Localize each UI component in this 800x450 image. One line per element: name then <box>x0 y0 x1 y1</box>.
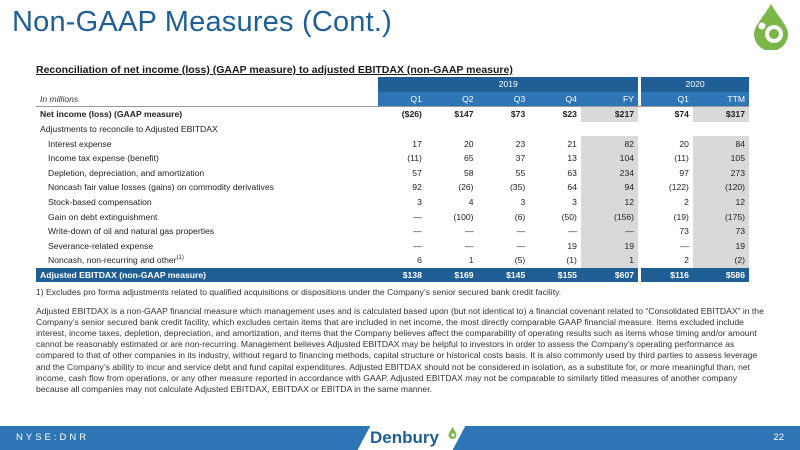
cell: 94 <box>581 180 638 195</box>
table-row <box>36 136 749 151</box>
cell: 23 <box>515 138 526 149</box>
denbury-drop-logo-icon <box>749 2 793 50</box>
cell: 63 <box>567 167 577 178</box>
cell: (6) <box>514 211 526 222</box>
units-label: In millions <box>36 92 378 107</box>
cell: — <box>581 224 638 239</box>
cell: 37 <box>515 153 526 164</box>
row-label-text: Interest expense <box>48 138 112 149</box>
cell: $155 <box>529 268 581 283</box>
col-header-q1-2020: Q1 <box>641 92 693 107</box>
table-row <box>36 253 749 268</box>
cell: 84 <box>693 136 749 151</box>
ticker-symbol: NYSE:DNR <box>16 432 90 443</box>
cell: — <box>464 226 474 237</box>
cell: (11) <box>407 153 422 164</box>
row-label <box>36 209 378 224</box>
footer-drop-icon <box>448 427 457 439</box>
cell: 58 <box>463 167 474 178</box>
cell: 2 <box>684 255 689 266</box>
notes-section <box>36 287 766 403</box>
page-number: 22 <box>773 432 784 443</box>
footer-bar-left <box>0 426 380 450</box>
cell: 97 <box>679 167 689 178</box>
cell: ($26) <box>378 107 425 122</box>
cell: 73 <box>693 224 749 239</box>
table-row <box>36 180 749 195</box>
row-label <box>36 151 378 166</box>
col-header-q2-2019: Q2 <box>426 92 478 107</box>
cell: 3 <box>572 197 577 208</box>
table-row <box>36 209 749 224</box>
cell: (26) <box>458 182 474 193</box>
cell: 4 <box>468 197 474 208</box>
cell: — <box>413 211 422 222</box>
footnote-marker: (1) <box>176 255 184 262</box>
row-label <box>36 180 378 195</box>
cell: (19) <box>673 211 689 222</box>
cell: 273 <box>693 166 749 181</box>
cell: $217 <box>581 107 638 122</box>
cell: (122) <box>668 182 689 193</box>
column-header-row <box>36 92 749 107</box>
row-label <box>36 239 378 254</box>
cell: 6 <box>417 255 422 266</box>
cell: (175) <box>693 209 749 224</box>
row-label-text: Noncash, non-recurring and other <box>48 255 177 266</box>
cell: 234 <box>581 166 638 181</box>
adjustments-heading-row <box>36 122 749 137</box>
explanatory-paragraph: Adjusted EBITDAX is a non-GAAP financial measure which management uses and is calculated based upon (but not identical to) a financial covenant related to “Consolidated EBITDAX” in the Company’s senior secured bank credit facility, which excludes certain items that are included in net income, the most directly comparable GAAP financial measure. Items excluded include interest, income taxes, depletion, depreciation, and amortization, and items that the Company believes affect the comparability of operating results such as items whose timing and/or amount cannot be reasonably estimated or are non-recurring. Management believes Adjusted EBITDAX may be helpful to investors in order to assess the Company’s operating performance as compared to that of other companies in its industry, without regard to financing methods, capital structure or historical costs basis. It is also commonly used by third parties to assess leverage and the Company’s ability to incur and service debt and fund capital expenditures. Adjusted EBITDAX should not be considered in isolation, as a substitute for, or more meaningful than, net income, cash flow from operations, or any other measure reported in accordance with GAAP. Adjusted EBITDAX may not be comparable to similarly titled measures of another company because all companies may not calculate Adjusted EBITDAX, EBITDAX or EBITDA in the same manner. <box>36 306 764 394</box>
row-label-text: Severance-related expense <box>48 240 154 251</box>
net-income-row <box>36 107 749 122</box>
table-subtitle: Reconciliation of net income (loss) (GAAP measure) to adjusted EBITDAX (non-GAAP measure) <box>36 64 513 76</box>
cell: (11) <box>674 153 689 164</box>
cell: (5) <box>514 255 526 266</box>
cell: $607 <box>581 268 638 283</box>
cell: 104 <box>581 151 638 166</box>
cell: — <box>680 240 689 251</box>
cell: 1 <box>468 255 474 266</box>
page-title: Non-GAAP Measures (Cont.) <box>12 6 392 38</box>
cell: — <box>464 240 474 251</box>
cell: $23 <box>529 107 581 122</box>
row-label-text: Depletion, depreciation, and amortization <box>48 167 205 178</box>
cell: 64 <box>567 182 577 193</box>
cell: $138 <box>378 268 425 283</box>
cell: 12 <box>581 195 638 210</box>
row-label-text: Stock-based compensation <box>48 197 152 208</box>
cell: 19 <box>693 239 749 254</box>
table-row <box>36 195 749 210</box>
cell: $317 <box>693 107 749 122</box>
cell: 19 <box>581 239 638 254</box>
row-label-text: Noncash fair value losses (gains) on commodity derivatives <box>48 182 274 193</box>
adjustments-heading: Adjustments to reconcile to Adjusted EBITDAX <box>40 124 218 135</box>
row-label: Adjusted EBITDAX (non-GAAP measure) <box>36 268 378 283</box>
cell: 57 <box>412 167 422 178</box>
col-header-q4-2019: Q4 <box>529 92 581 107</box>
cell: 3 <box>417 197 422 208</box>
cell: (2) <box>693 253 749 268</box>
cell: 82 <box>581 136 638 151</box>
row-label-text: Income tax expense (benefit) <box>48 153 159 164</box>
cell: $147 <box>426 107 478 122</box>
year-2019-header: 2019 <box>378 77 638 92</box>
row-label-text: Write-down of oil and natural gas properties <box>48 226 215 237</box>
reconciliation-table <box>36 77 749 282</box>
cell: 12 <box>693 195 749 210</box>
cell: (100) <box>453 211 474 222</box>
row-label <box>36 166 378 181</box>
cell: 65 <box>463 153 474 164</box>
footnote: 1) Excludes pro forma adjustments related to qualified acquisitions or dispositions under the Company’s senior secured bank credit facility. <box>36 287 562 297</box>
footer-bar-right <box>448 426 800 450</box>
cell: (35) <box>509 182 526 193</box>
cell: 55 <box>515 167 526 178</box>
cell: — <box>568 226 577 237</box>
year-header-row <box>36 77 749 92</box>
cell: 73 <box>679 226 689 237</box>
cell: 13 <box>567 153 577 164</box>
adjustment-rows <box>36 136 749 267</box>
cell: — <box>516 240 526 251</box>
cell: — <box>413 240 422 251</box>
cell: 2 <box>684 197 689 208</box>
cell: 19 <box>567 240 577 251</box>
year-2020-header: 2020 <box>641 77 749 92</box>
table-row <box>36 166 749 181</box>
cell: $116 <box>641 268 693 283</box>
table-row <box>36 239 749 254</box>
cell: $73 <box>478 107 530 122</box>
col-header-q1-2019: Q1 <box>378 92 425 107</box>
col-header-fy-2019: FY <box>581 92 638 107</box>
row-label-text: Gain on debt extinguishment <box>48 211 158 222</box>
cell: — <box>413 226 422 237</box>
cell: (156) <box>581 209 638 224</box>
row-label <box>36 253 378 268</box>
col-header-ttm: TTM <box>693 92 749 107</box>
cell: $74 <box>641 107 693 122</box>
cell: 17 <box>412 138 422 149</box>
cell: 1 <box>581 253 638 268</box>
cell: (120) <box>693 180 749 195</box>
cell: $586 <box>693 268 749 283</box>
cell: 3 <box>520 197 526 208</box>
table-row <box>36 151 749 166</box>
cell: 105 <box>693 151 749 166</box>
cell: 21 <box>567 138 577 149</box>
cell: $169 <box>426 268 478 283</box>
cell: (1) <box>566 255 577 266</box>
adjusted-ebitdax-row <box>36 268 749 283</box>
row-label <box>36 224 378 239</box>
cell: (50) <box>561 211 577 222</box>
cell: 20 <box>463 138 474 149</box>
row-label <box>36 195 378 210</box>
cell: $145 <box>478 268 530 283</box>
col-header-q3-2019: Q3 <box>478 92 530 107</box>
cell: 92 <box>412 182 422 193</box>
cell: 20 <box>679 138 689 149</box>
table-row <box>36 224 749 239</box>
row-label <box>36 136 378 151</box>
footer-brand-logo: Denbury <box>370 428 439 447</box>
row-label: Net income (loss) (GAAP measure) <box>36 107 378 122</box>
cell: — <box>516 226 526 237</box>
